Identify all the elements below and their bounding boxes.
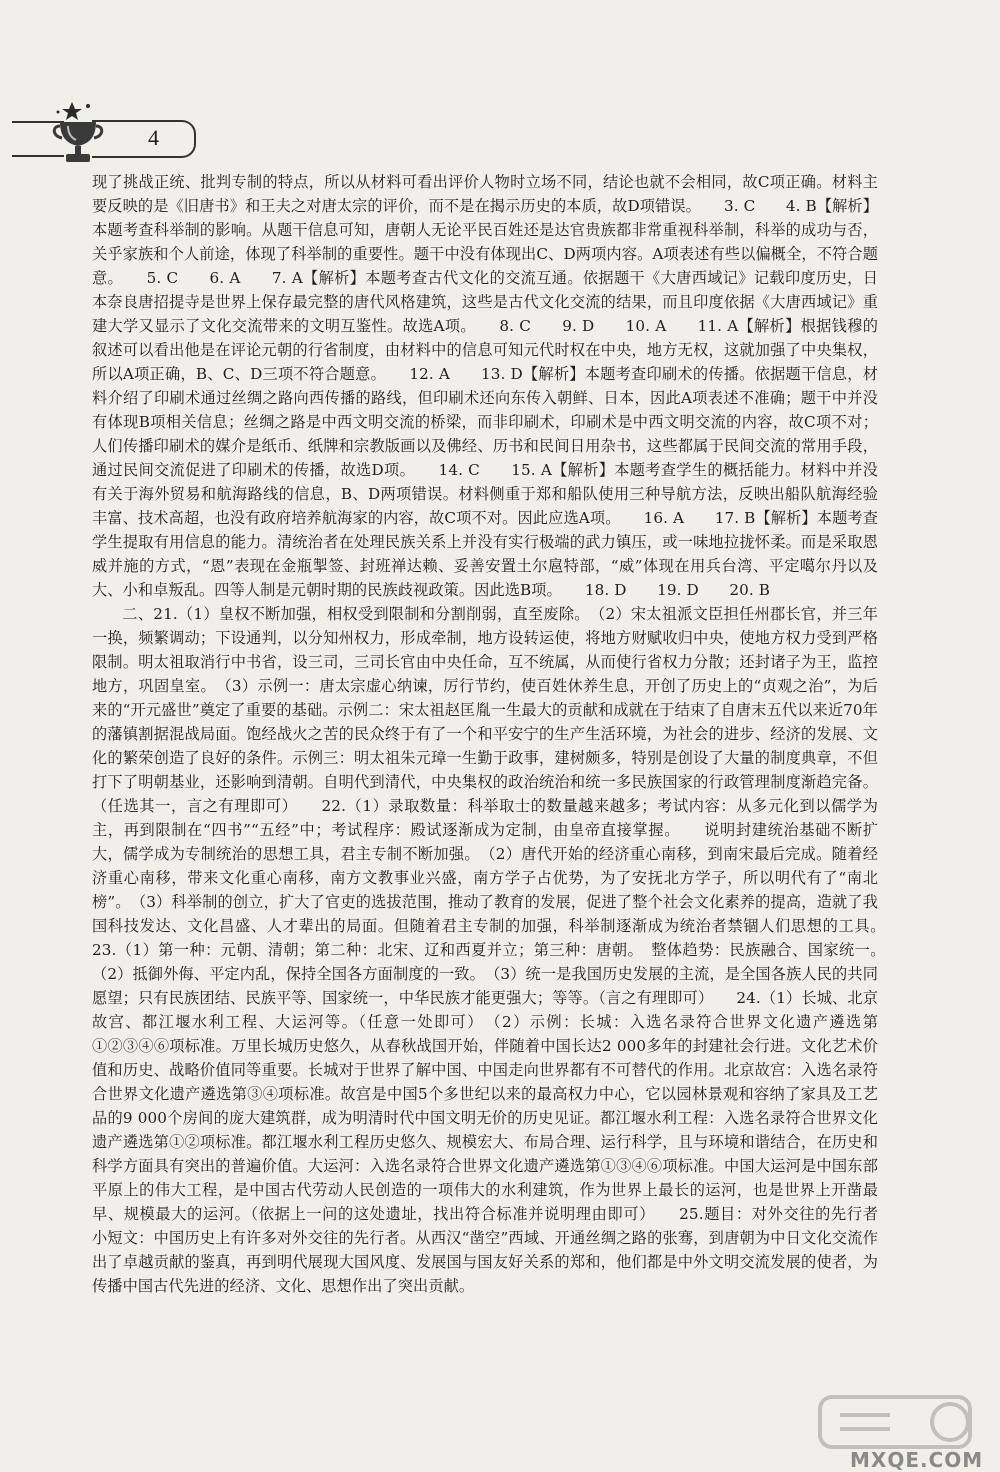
watermark-text: MXQE.COM xyxy=(850,1448,984,1472)
page-number-box xyxy=(92,120,196,158)
paragraph-free-response: 二、21.（1）皇权不断加强，相权受到限制和分割削弱，直至废除。 （2）宋太祖派文臣担任州郡长官，并三年一换，频繁调动；下设通判，以分知州权力，形成牵制，地方设转运使，将地方财赋收归中央，使地方权力受到严格限制。明太祖取消行中书省，设三司，三司长官由中央任命，互不统属，从而使行省权力分散；还封诸子为王，监控地方，巩固皇室。 （3）示例一：唐太宗虚心纳谏，厉行节约，使百姓休养生息，开创了历史上的“贞观之治”，为后来的“开元盛世”奠定了重要的基础。示例二：宋太祖赵匡胤一生最大的贡献和成就在于结束了自唐末五代以来近70年的藩镇割据混战局面。饱经战火之苦的民众终于有了一个和平安宁的生产生活环境，为社会的进步、经济的发展、文化的繁荣创造了良好的条件。示例三：明太祖朱元璋一生勤于政事，建树颇多，特别是创设了大量的制度典章，不但打下了明朝基业，还影响到清朝。自明代到清代，中央集权的政治统治和统一多民族国家的行政管理制度渐趋完备。（任选其一，言之有理即可） 22.（1）录取数量：科举取士的数量越来越多；考试内容：从多元化到以儒学为主，再到限制在“四书”“五经”中；考试程序：殿试逐渐成为定制，由皇帝直接掌握。 说明封建统治基础不断扩大，儒学成为专制统治的思想工具，君主专制不断加强。 （2）唐代开始的经济重心南移，到南宋最后完成。随着经济重心南移，带来文化重心南移，南方文教事业兴盛，南方学子占优势，为了安抚北方学子，所以明代有了“南北榜”。 （3）科举制的创立，扩大了官吏的选拔范围，推动了教育的发展，促进了整个社会文化素养的提高，造就了我国科技发达、文化昌盛、人才辈出的局面。但随着君主专制的加强，科举制逐渐成为统治者禁锢人们思想的工具。 23.（1）第一种：元朝、清朝；第二种：北宋、辽和西夏并立；第三种：唐朝。 整体趋势：民族融合、国家统一。 （2）抵御外侮、平定内乱，保持全国各方面制度的一致。 （3）统一是我国历史发展的主流，是全国各族人民的共同愿望；只有民族团结、民族平等、国家统一，中华民族才能更强大；等等。（言之有理即可） 24.（1）长城、北京故宫、都江堰水利工程、大运河等。（任意一处即可） （2）示例：长城：入选名录符合世界文化遗产遴选第①②③④⑥项标准。万里长城历史悠久，从春秋战国开始，伴随着中国长达2 000多年的封建社会行进。文化艺术价值和历史、战略价值同等重要。长城对于世界了解中国、中国走向世界都有不可替代的作用。北京故宫：入选名录符合世界文化遗产遴选第③④项标准。故宫是中国5个多世纪以来的最高权力中心，它以园林景观和容纳了家具及工艺品的9 000个房间的庞大建筑群，成为明清时代中国文明无价的历史见证。都江堰水利工程：入选名录符合世界文化遗产遴选第①②项标准。都江堰水利工程历史悠久、规模宏大、布局合理、运行科学，且与环境和谐结合，在历史和科学方面具有突出的普遍价值。大运河：入选名录符合世界文化遗产遴选第①③④⑥项标准。中国大运河是中国东部平原上的伟大工程，是中国古代劳动人民创造的一项伟大的水利建筑，作为世界上最长的运河，也是世界上开凿最早、规模最大的运河。（依据上一问的这处遗址，找出符合标准并说明理由即可） 25.题目：对外交往的先行者 小短文：中国历史上有许多对外交往的先行者。从西汉“凿空”西域、开通丝绸之路的张骞，到唐朝为中日文化交流作出了卓越贡献的鉴真，再到明代展现大国风度、发展国与国友好关系的郑和，他们都是中外文明交流发展的使者，为传播中国古代先进的经济、文化、思想作出了突出贡献。 xyxy=(92,605,909,1295)
page-number: 4 xyxy=(148,125,159,150)
trophy-icon xyxy=(50,100,106,166)
answer-text xyxy=(92,170,909,1298)
paragraph-multiple-choice: 现了挑战正统、批判专制的特点，所以从材料可看出评价人物时立场不同，结论也就不会相同，故C项正确。材料主要反映的是《旧唐书》和王夫之对唐太宗的评价，而不是在揭示历史的本质，故D项错误。 3. C 4. B【解析】本题考查科举制的影响。从题干信息可知，唐朝人无论平民百姓还是达官贵族都非常重视科举制，科举的成功与否，关乎家族和个人前途，体现了科举制的重要性。题干中没有体现出C、D两项内容。A项表述有些以偏概全，不符合题意。 5. C 6. A 7. A【解析】本题考查古代文化的交流互通。依据题干《大唐西域记》记载印度历史，日本奈良唐招提寺是世界上保存最完整的唐代风格建筑，这些是古代文化交流的结果，而且印度依据《大唐西域记》重建大学又显示了文化交流带来的文明互鉴性。故选A项。 8. C 9. D 10. A 11. A【解析】根据钱穆的叙述可以看出他是在评论元朝的行省制度，由材料中的信息可知元代时权在中央，地方无权，这就加强了中央集权，所以A项正确，B、C、D三项不符合题意。 12. A 13. D【解析】本题考查印刷术的传播。依据题干信息，材料介绍了印刷术通过丝绸之路向西传播的路线，但印刷术还向东传入朝鲜、日本，因此A项表述不准确；题干中并没有体现B项相关信息；丝绸之路是中西文明交流的桥梁，而非印刷术，印刷术是中西文明交流的内容，故C项不对；人们传播印刷术的媒介是纸币、纸牌和宗教版画以及佛经、历书和民间日用杂书，这些都属于民间交流的常用手段，通过民间交流促进了印刷术的传播，故选D项。 14. C 15. A【解析】本题考查学生的概括能力。材料中并没有关于海外贸易和航海路线的信息，B、D两项错误。材料侧重于郑和船队使用三种导航方法，反映出船队航海经验丰富、技术高超，也没有政府培养航海家的内容，故C项不对。因此应选A项。 16. A 17. B【解析】本题考查学生提取有用信息的能力。清统治者在处理民族关系上并没有实行极端的武力镇压，或一味地拉拢怀柔。而是采取恩威并施的方式，“恩”表现在金瓶掣签、封班禅达赖、妥善安置土尔扈特部，“威”体现在用兵台湾、平定噶尔丹以及大、小和卓叛乱。四等人制是元朝时期的民族歧视政策。因此选B项。 18. D 19. D 20. B xyxy=(92,173,878,599)
page-header xyxy=(0,0,1000,170)
